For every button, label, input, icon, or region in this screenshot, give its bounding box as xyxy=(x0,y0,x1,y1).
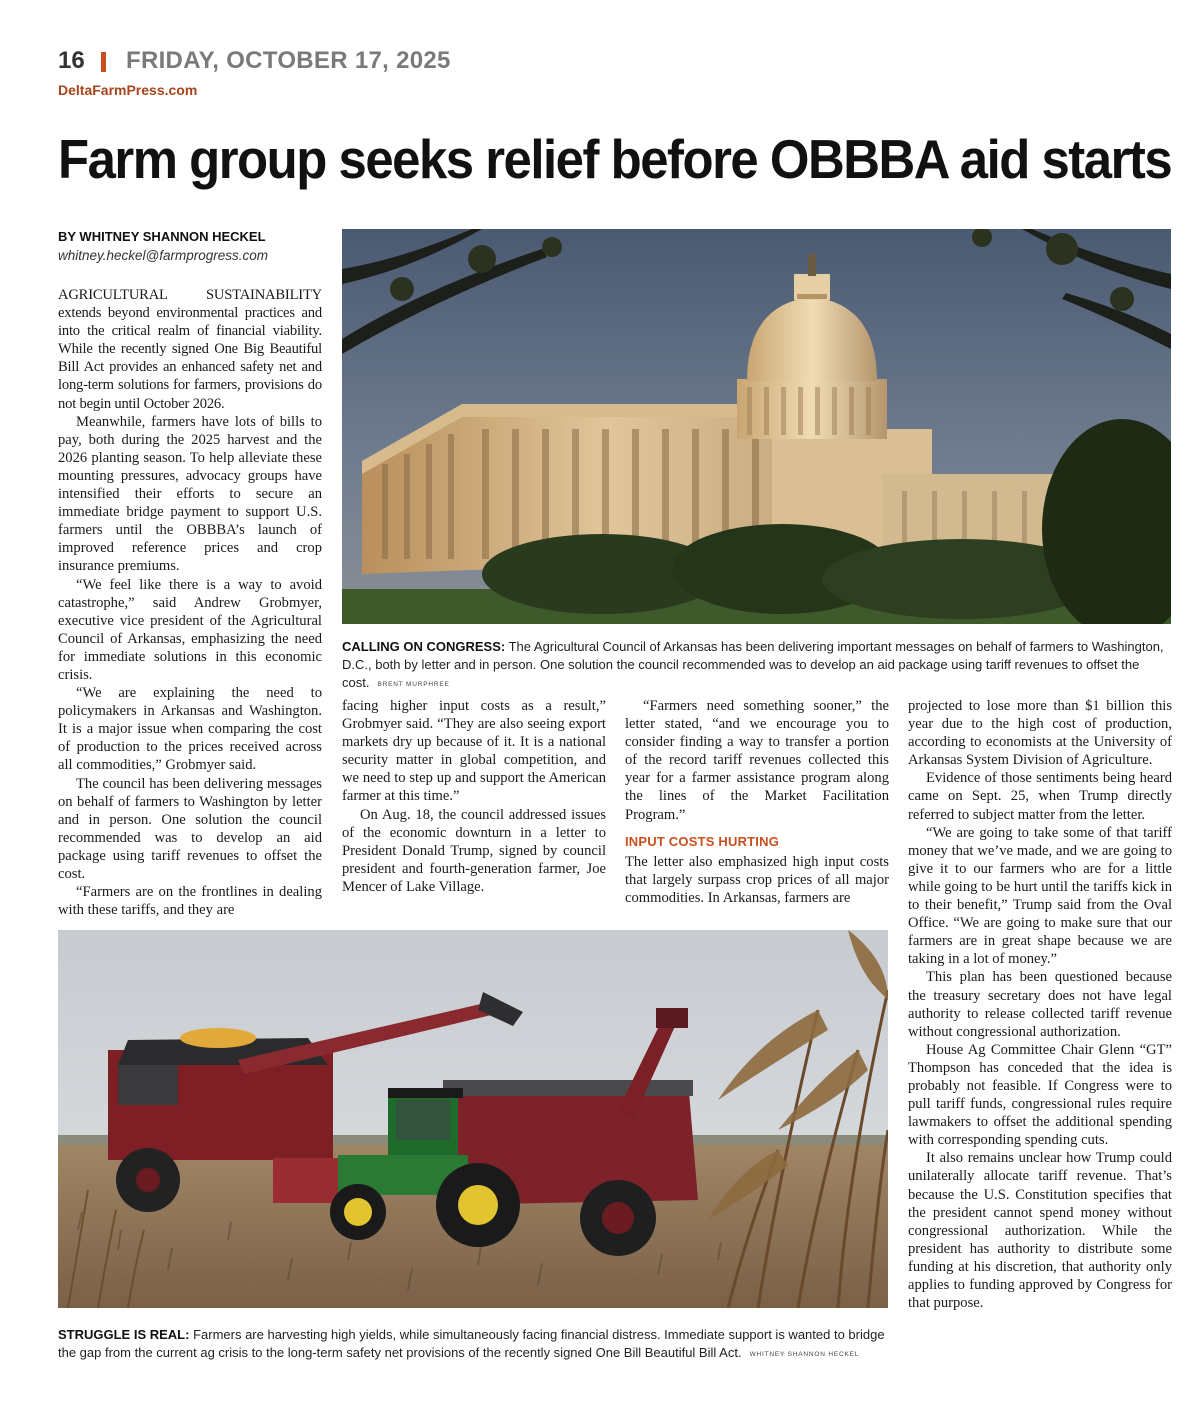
paragraph: “Farmers are on the frontlines in dealing with these tariffs, and they are xyxy=(58,884,322,919)
photo-credit: WHITNEY SHANNON HECKEL xyxy=(749,1351,860,1358)
capitol-photo xyxy=(342,229,1171,624)
caption-text: The Agricultural Council of Arkansas has been delivering important messages on behalf of farmers to Washington, D.C., both by letter and in person. One solution the council recommended was to develop an aid package using tariff revenues to offset the cost. xyxy=(342,639,1164,690)
headline: Farm group seeks relief before OBBBA aid starts xyxy=(58,128,1172,190)
paragraph: “We are explaining the need to policymakers in Arkansas and Washington. It is a major issue when comparing the cost of production to the prices received across all commodities,” Grobmyer said. xyxy=(58,685,322,774)
article-column-4 xyxy=(908,697,1172,1312)
byline: BY WHITNEY SHANNON HECKEL xyxy=(58,229,266,244)
caption-heading: CALLING ON CONGRESS: xyxy=(342,639,506,654)
photo-credit: BRENT MURPHREE xyxy=(377,681,450,688)
author-email: whitney.heckel@farmprogress.com xyxy=(58,248,269,263)
page-divider-bar xyxy=(101,52,106,72)
paragraph: facing higher input costs as a result,” Grobmyer said. “They are also seeing export markets dry up because of it. It is a national security matter in global competition, and we need to step up and support the American farmer at this time.” xyxy=(342,698,606,805)
paragraph: “We feel like there is a way to avoid catastrophe,” said Andrew Grobmyer, executive vice president of the Agricultural Council of Arkansas, emphasizing the need for immediate solutions in this economic crisis. xyxy=(58,576,322,683)
page-number: 16 xyxy=(58,47,85,74)
capitol-photo-caption xyxy=(342,638,1177,694)
paragraph: The letter also emphasized high input costs that largely surpass crop prices of all major commodities. In Arkansas, farmers are xyxy=(625,853,889,906)
article-column-1 xyxy=(58,286,322,919)
article-column-3 xyxy=(625,697,889,907)
paragraph: This plan has been questioned because the treasury secretary does not have legal authority to release collected tariff revenue without congressional authorization. xyxy=(908,969,1172,1040)
harvest-photo-caption xyxy=(58,1326,888,1364)
site-name: DeltaFarmPress.com xyxy=(58,82,198,98)
harvest-illustration xyxy=(58,930,888,1308)
caption-text: Farmers are harvesting high yields, while simultaneously facing financial distress. Immediate support is wanted to bridge the gap from the current ag crisis to the long-term safety net provisions of the recently signed One Bill Beautiful Bill Act. xyxy=(58,1327,885,1360)
paragraph: It also remains unclear how Trump could unilaterally allocate tariff revenue. That’s because the U.S. Constitution specifies that the president cannot spend money without congressional authorization. While the president has authority to distribute some funding at his discretion, that authority only applies to funding approved by Congress for that purpose. xyxy=(908,1150,1172,1312)
paragraph: On Aug. 18, the council addressed issues of the economic downturn in a letter to President Donald Trump, signed by council president and fourth-generation farmer, Joe Mencer of Lake Village. xyxy=(342,806,606,895)
paragraph: AGRICULTURAL SUSTAINABILITY extends beyond environmental practices and into the critical realm of financial viability. While the recently signed One Big Beautiful Bill Act provides an enhanced safety net and long-term solutions for farmers, provisions do not begin until October 2026. xyxy=(58,287,322,412)
paragraph: “We are going to take some of that tariff money that we’ve made, and we are going to give it to our farmers who are for a little while going to be hurt until the tariffs kick in to their benefit,” Trump said from the Oval Office. “We are going to make sure that our farmers are in great shape because we are taking in a lot of money.” xyxy=(908,824,1172,968)
paragraph: House Ag Committee Chair Glenn “GT” Thompson has conceded that the idea is probably not feasible. If Congress were to pull tariff funds, congressional rules require lawmakers to offset the additional spending with corresponding spending cuts. xyxy=(908,1041,1172,1149)
paragraph: Evidence of those sentiments being heard came on Sept. 25, when Trump directly referred to subject matter from the letter. xyxy=(908,770,1172,823)
harvest-photo xyxy=(58,930,888,1308)
article-column-2 xyxy=(342,697,606,896)
paragraph: Meanwhile, farmers have lots of bills to pay, both during the 2025 harvest and the 2026 planting season. To help alleviate these mounting pressures, advocacy groups have intensified their efforts to secure an immediate bridge payment to support U.S. farmers until the OBBBA’s launch of improved reference prices and crop insurance premiums. xyxy=(58,413,322,575)
paragraph: projected to lose more than $1 billion this year due to the high cost of production, according to economists at the University of Arkansas System Division of Agriculture. xyxy=(908,698,1172,769)
subheading: INPUT COSTS HURTING xyxy=(625,833,780,849)
paragraph: “Farmers need something sooner,” the letter stated, “and we encourage you to consider finding a way to transfer a portion of the record tariff revenues collected this year for a farmer assistance program along the lines of the Market Facilitation Program.” xyxy=(625,698,889,823)
issue-date: FRIDAY, OCTOBER 17, 2025 xyxy=(126,47,451,74)
caption-heading: STRUGGLE IS REAL: xyxy=(58,1327,190,1342)
capitol-illustration xyxy=(342,229,1171,624)
paragraph: The council has been delivering messages on behalf of farmers to Washington by letter and in person. One solution the council recommended was to develop an aid package using tariff revenues to offset the cost. xyxy=(58,775,322,882)
